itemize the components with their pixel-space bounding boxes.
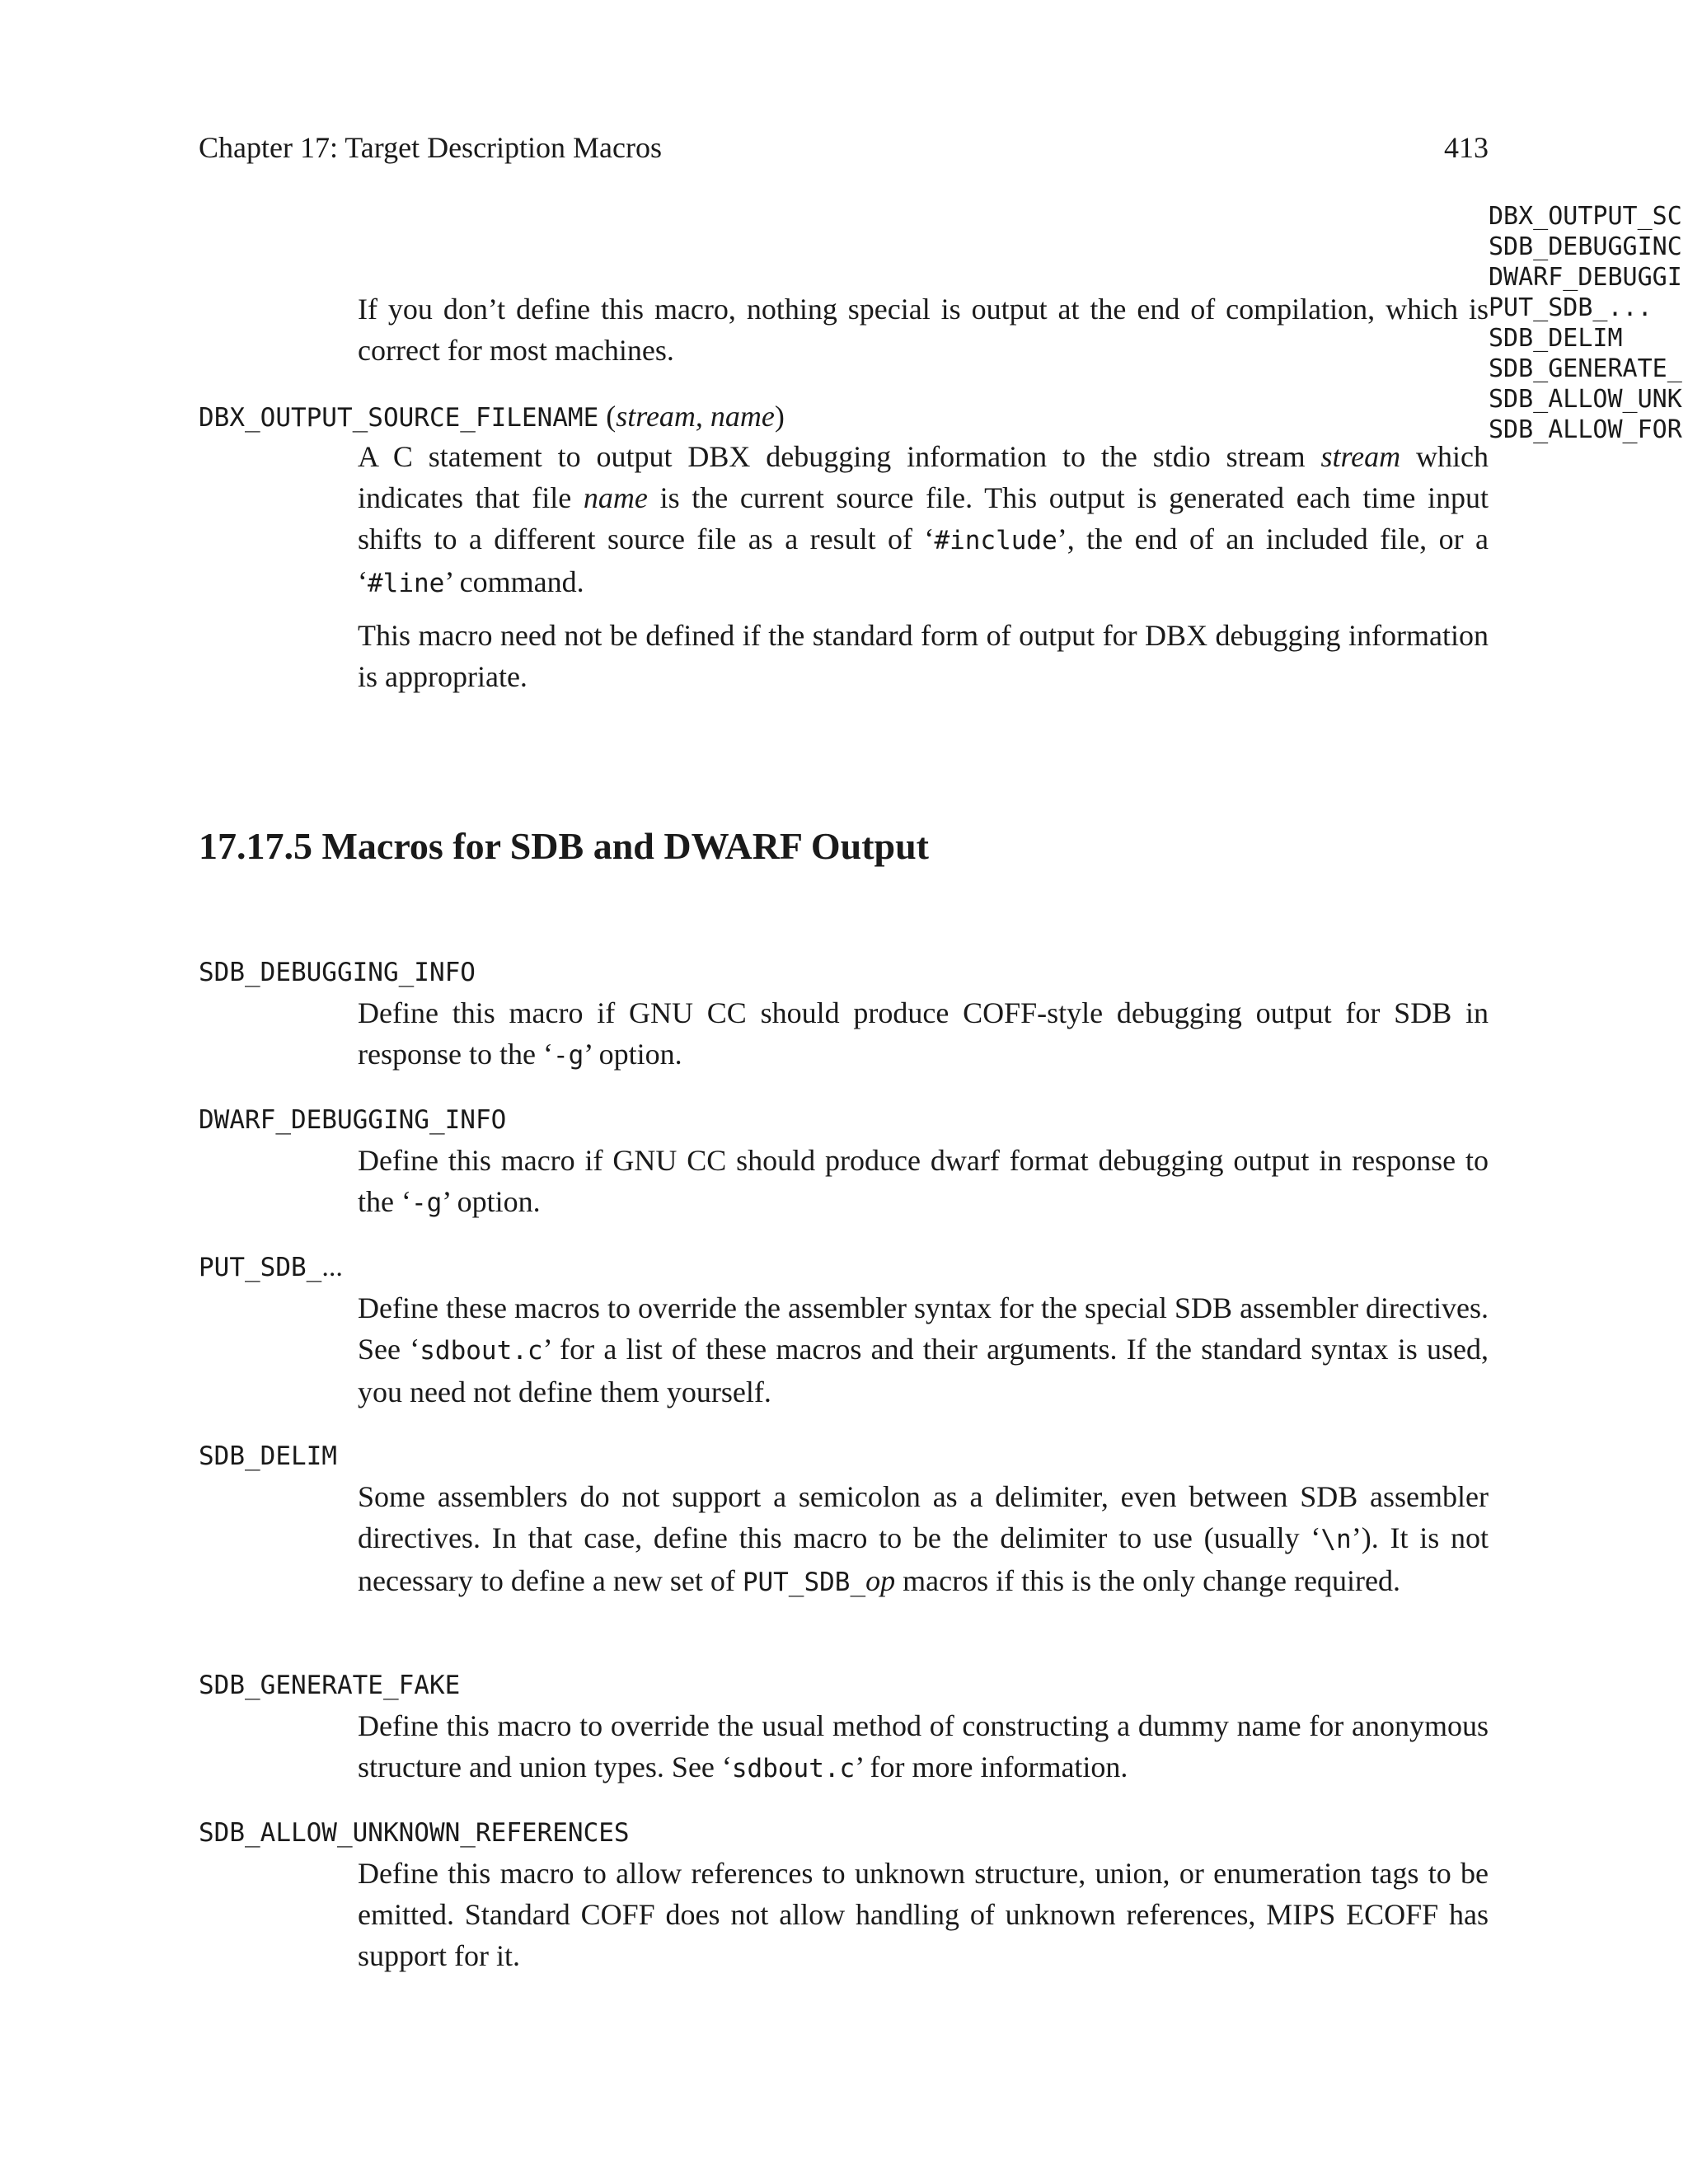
margin-index-item: SDB_ALLOW_FOR <box>1489 415 1682 444</box>
term-args: stream, name <box>616 400 775 433</box>
margin-index-item: DWARF_DEBUGGI <box>1489 263 1682 292</box>
margin-index-item: PUT_SDB_... <box>1489 293 1653 322</box>
put-sdb-description: Define these macros to override the assembler syntax for the special SDB assembler directives. See ‘sdbout.c’ for a list of these macros and their arguments. If the standard syntax is used, you need not define them yourself. <box>358 1291 1489 1408</box>
section-heading: 17.17.5 Macros for SDB and DWARF Output <box>199 825 929 867</box>
sdb-debugging-description: Define this macro if GNU CC should produce COFF-style debugging output for SDB in response to the ‘-g’ option. <box>358 996 1489 1071</box>
term-sdb-delim: SDB_DELIM <box>199 1441 337 1471</box>
term-name: DBX_OUTPUT_SOURCE_FILENAME <box>199 403 599 433</box>
sdb-delim-description: Some assemblers do not support a semicolon as a delimiter, even between SDB assembler directives. In that case, define this macro to be the delimiter to use (usually ‘\n’). It is not necessary to define a new set of PUT_SDB_op macros if this is the only change required. <box>358 1480 1489 1597</box>
margin-index-item: DBX_OUTPUT_SC <box>1489 202 1682 231</box>
margin-index-item: SDB_GENERATE_ <box>1489 354 1682 383</box>
dwarf-debugging-description: Define this macro if GNU CC should produce dwarf format debugging output in response to the ‘-g’ option. <box>358 1144 1489 1218</box>
term-dwarf-debugging-info: DWARF_DEBUGGING_INFO <box>199 1105 507 1135</box>
sdb-generate-fake-description: Define this macro to override the usual method of constructing a dummy name for anonymous structure and union types. See ‘sdbout.c’ for more information. <box>358 1709 1489 1783</box>
page-header <box>199 130 1489 171</box>
chapter-title: Chapter 17: Target Description Macros <box>199 131 663 164</box>
margin-index-item: SDB_ALLOW_UNK <box>1489 385 1682 414</box>
margin-index <box>1489 201 1688 445</box>
intro-paragraph: If you don’t define this macro, nothing special is output at the end of compilation, which is correct for most machines. <box>358 293 1489 367</box>
sdb-allow-unknown-description: Define this macro to allow references to unknown structure, union, or enumeration tags to be emitted. Standard COFF does not allow handling of unknown references, MIPS ECOFF has support for it. <box>358 1857 1489 1972</box>
term-sdb-generate-fake: SDB_GENERATE_FAKE <box>199 1671 461 1700</box>
dbx-output-description: A C statement to output DBX debugging information to the stdio stream stream which indicates that file name is the current source file. This output is generated each time input shifts to a different source file as a result of ‘#include’, the end of an included file, or a ‘#line’ command. <box>358 440 1489 598</box>
margin-index-item: SDB_DEBUGGINC <box>1489 232 1682 261</box>
term-put-sdb: PUT_SDB_... <box>199 1252 343 1282</box>
dbx-output-note: This macro need not be defined if the standard form of output for DBX debugging information is appropriate. <box>358 619 1489 693</box>
term-sdb-debugging-info: SDB_DEBUGGING_INFO <box>199 958 476 987</box>
page-number: 413 <box>1444 131 1489 164</box>
term-sdb-allow-unknown-references: SDB_ALLOW_UNKNOWN_REFERENCES <box>199 1818 630 1848</box>
term-dbx-output-source-filename: DBX_OUTPUT_SOURCE_FILENAME (stream, name) <box>199 400 785 433</box>
margin-index-item: SDB_DELIM <box>1489 324 1623 353</box>
